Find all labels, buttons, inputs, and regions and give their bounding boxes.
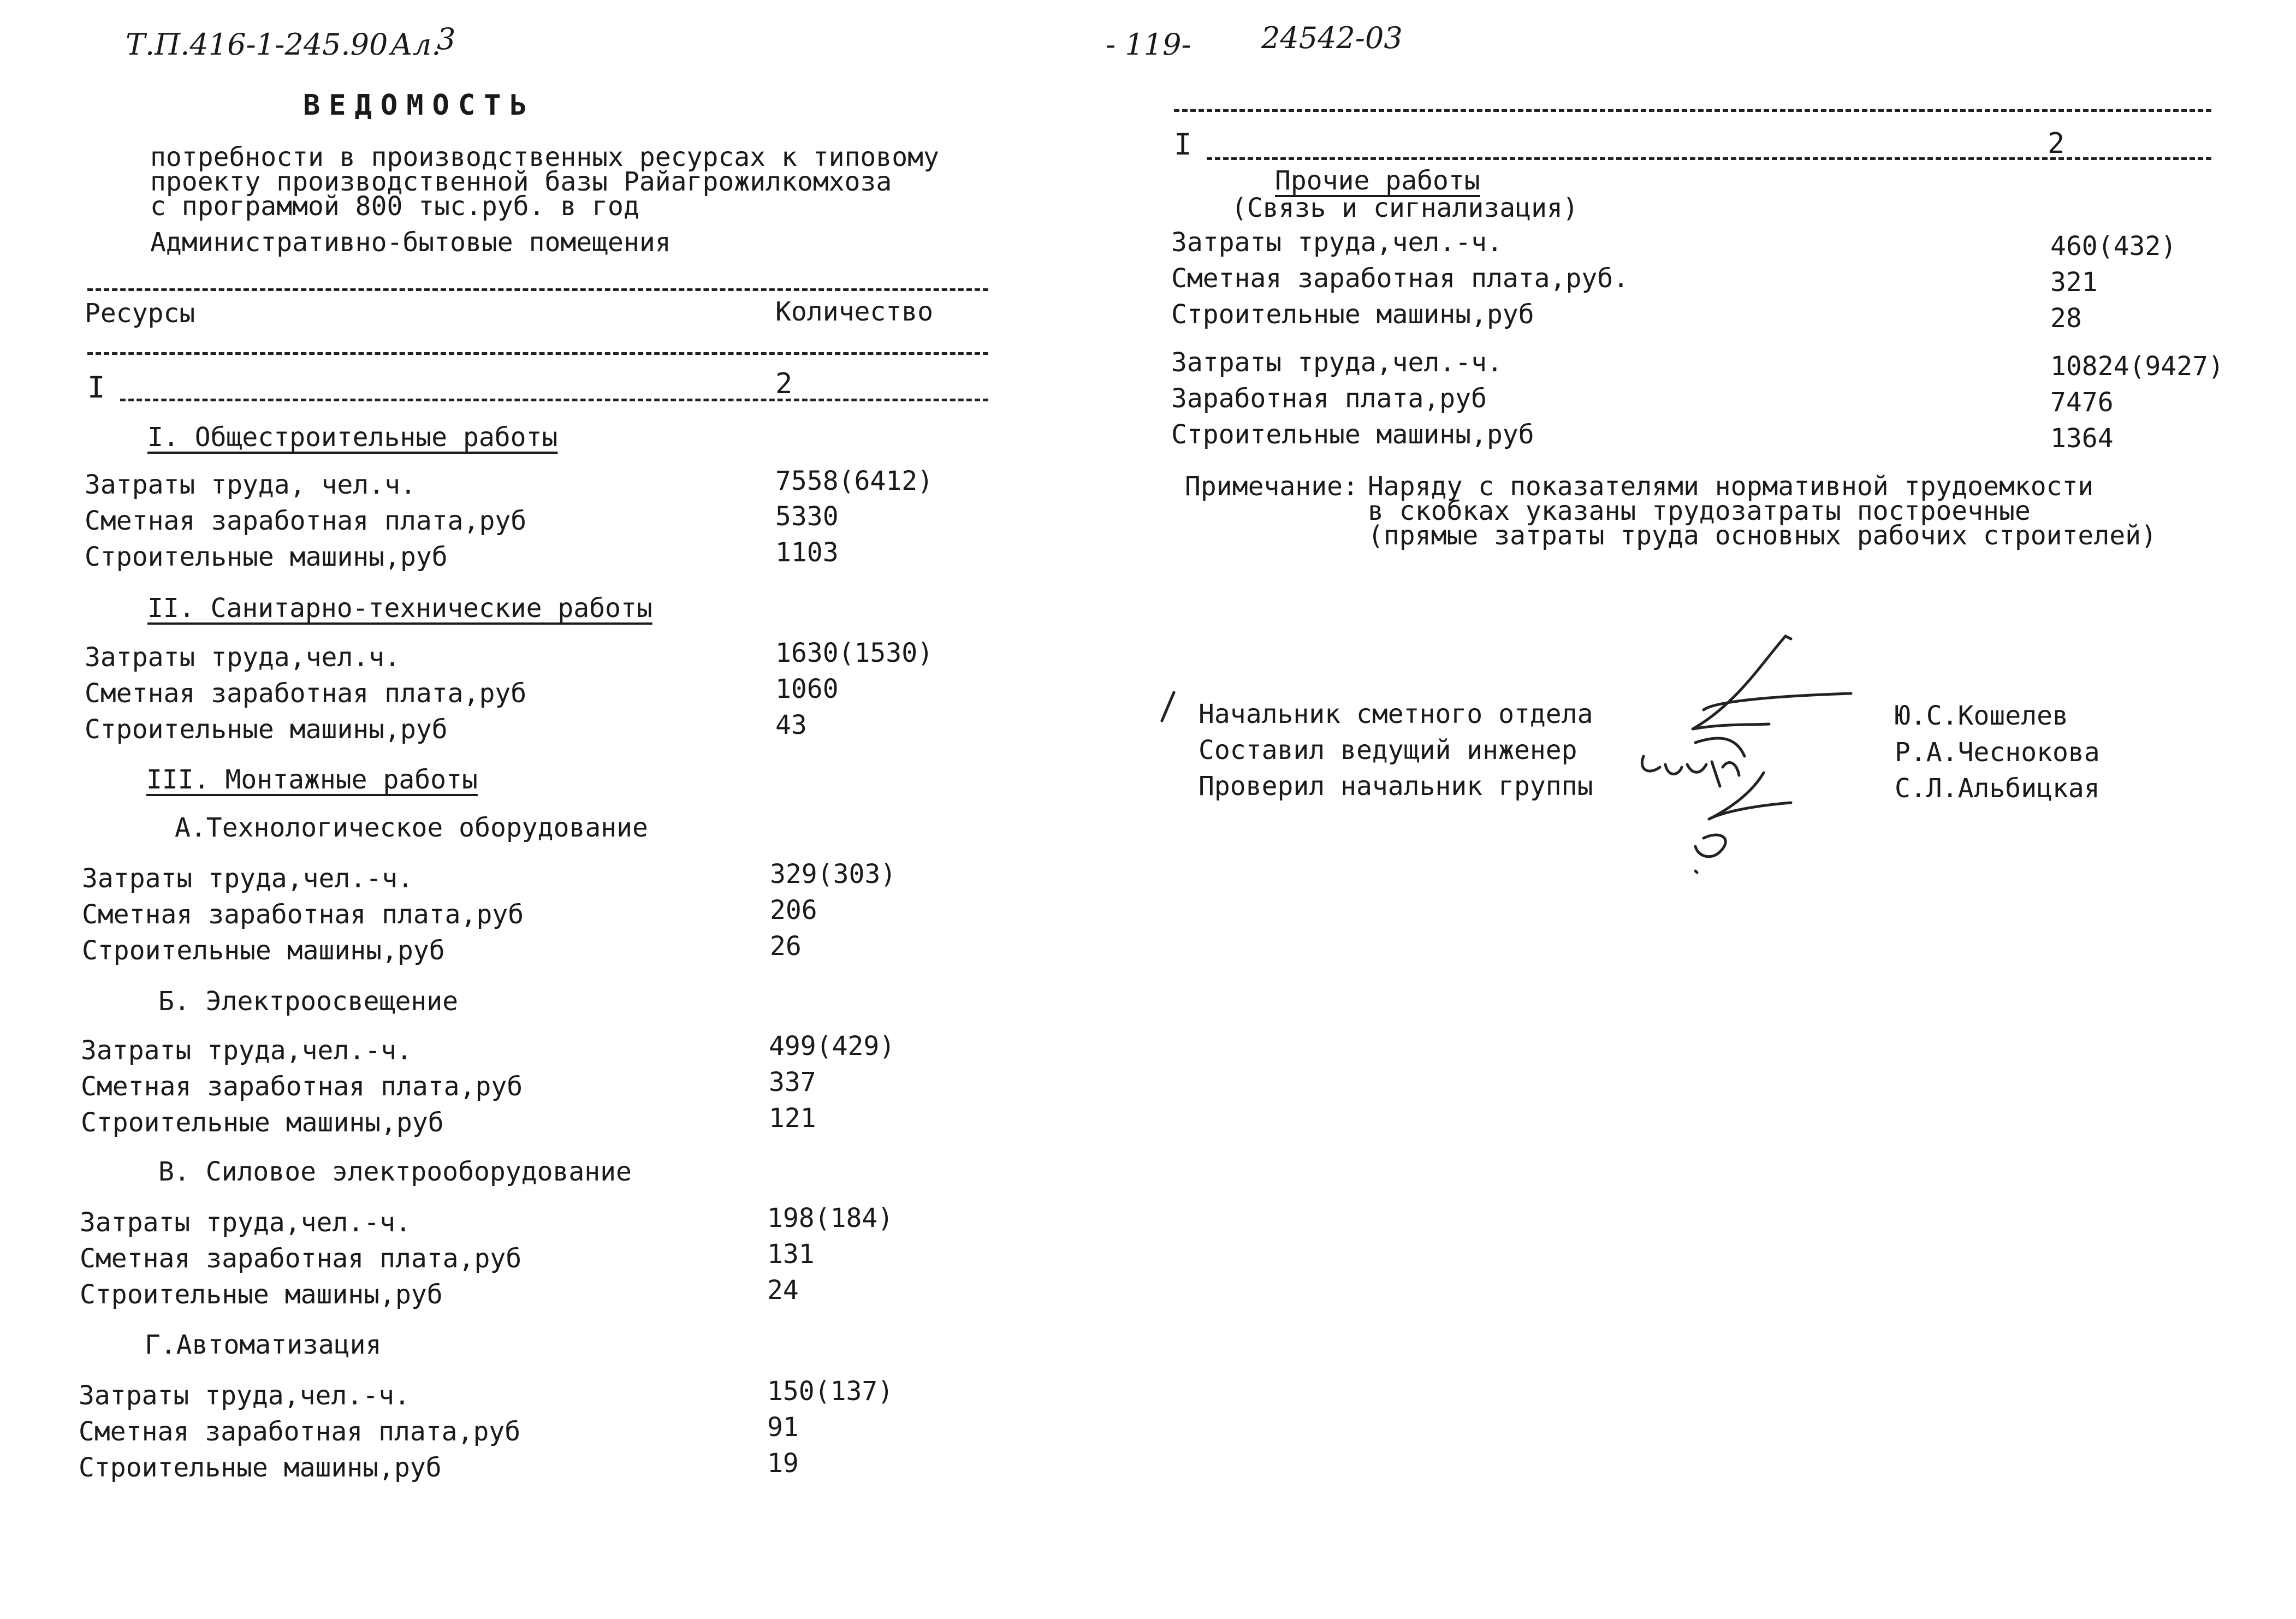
row-value: 198(184)	[767, 1203, 894, 1233]
total-value: 1364	[2050, 423, 2114, 454]
document-title: ВЕДОМОСТЬ	[303, 89, 536, 122]
row-label: Сметная заработная плата,руб	[81, 1071, 523, 1102]
signatory-name: Ю.С.Кошелев	[1895, 701, 2068, 731]
signatory-name: Р.А.Чеснокова	[1895, 737, 2100, 768]
section-title: I. Общестроительные работы	[147, 422, 558, 453]
check-mark-icon	[1158, 688, 1179, 726]
row-label: Строительные машины,руб	[80, 1279, 443, 1310]
divider	[1207, 157, 2211, 160]
subtitle-line-1: потребности в производственных ресурсах к типовому	[150, 142, 939, 173]
archive-number: 24542-03	[1261, 21, 1403, 55]
note-line-3: (прямые затраты труда основных рабочих строителей)	[1368, 520, 2157, 551]
row-value: 26	[770, 931, 802, 962]
divider	[87, 288, 988, 291]
subsection-title: Б. Электроосвещение	[158, 986, 459, 1017]
column-header-resources: Ресурсы	[85, 298, 195, 329]
sheet-label: Ал.	[390, 27, 441, 62]
subsection-title: А.Технологическое оборудование	[175, 813, 648, 843]
row-label: Сметная заработная плата,руб	[80, 1243, 522, 1274]
divider	[1174, 109, 2211, 112]
row-value: 206	[770, 895, 817, 926]
subtitle-line-2: проекту производственной базы Райагрожилкомхоза	[150, 167, 892, 197]
note-label: Примечание:	[1185, 471, 1358, 502]
section-title: Прочие работы	[1275, 165, 1480, 196]
row-value: 24	[767, 1275, 799, 1306]
row-value: 321	[2050, 267, 2098, 298]
total-label: Заработная плата,руб	[1171, 383, 1487, 414]
row-label: Сметная заработная плата,руб	[85, 678, 527, 709]
column-number-1: I	[87, 370, 105, 405]
page-number: - 119-	[1106, 27, 1191, 62]
column-number-2: 2	[2048, 127, 2065, 160]
total-value: 7476	[2050, 387, 2114, 418]
note-line-2: в скобках указаны трудозатраты построечные	[1368, 496, 2031, 526]
row-value: 43	[775, 710, 807, 740]
row-value: 329(303)	[770, 859, 897, 889]
column-header-quantity: Количество	[775, 296, 933, 327]
row-value: 150(137)	[767, 1376, 894, 1407]
column-number-2: 2	[775, 367, 793, 400]
row-value: 28	[2050, 303, 2082, 334]
signatory-role: Начальник сметного отдела	[1199, 699, 1593, 730]
sheet-number: 3	[437, 22, 456, 56]
column-number-1: I	[1174, 127, 1192, 162]
row-label: Сметная заработная плата,руб	[85, 506, 527, 536]
row-label: Строительные машины,руб	[82, 935, 445, 966]
row-value: 19	[767, 1448, 799, 1479]
row-label: Затраты труда,чел.-ч.	[81, 1035, 412, 1066]
row-label: Затраты труда,чел.ч.	[85, 642, 400, 673]
row-label: Сметная заработная плата,руб	[82, 899, 524, 930]
row-label: Сметная заработная плата,руб.	[1171, 263, 1629, 294]
row-value: 121	[769, 1103, 816, 1134]
section-subtitle: (Связь и сигнализация)	[1231, 193, 1579, 223]
row-label: Затраты труда,чел.-ч.	[1171, 227, 1503, 258]
row-value: 1103	[775, 537, 839, 568]
row-value: 7558(6412)	[775, 466, 933, 496]
subsection-title: В. Силовое электрооборудование	[158, 1157, 632, 1187]
total-label: Строительные машины,руб	[1171, 419, 1534, 450]
row-label: Затраты труда,чел.-ч.	[80, 1207, 411, 1238]
signatory-name: С.Л.Альбицкая	[1895, 773, 2100, 804]
row-value: 131	[767, 1239, 815, 1270]
row-label: Затраты труда,чел.-ч.	[82, 863, 413, 894]
signatory-role: Проверил начальник группы	[1199, 771, 1593, 802]
row-label: Строительные машины,руб	[1171, 299, 1534, 330]
row-label: Строительные машины,руб	[79, 1452, 442, 1483]
subtitle-line-3: с программой 800 тыс.руб. в год	[150, 191, 639, 222]
total-value: 10824(9427)	[2050, 351, 2224, 382]
divider	[87, 352, 988, 355]
divider	[120, 399, 988, 401]
row-label: Строительные машины,руб	[85, 714, 448, 745]
doc-code: Т.П.416-1-245.90	[126, 27, 388, 62]
section-title: II. Санитарно-технические работы	[147, 593, 652, 624]
row-value: 1630(1530)	[775, 638, 933, 668]
row-value: 1060	[775, 674, 839, 704]
note-line-1: Наряду с показателями нормативной трудоемкости	[1368, 471, 2094, 502]
row-value: 499(429)	[769, 1031, 895, 1061]
row-label: Затраты труда, чел.ч.	[85, 470, 416, 500]
row-value: 460(432)	[2050, 231, 2177, 262]
row-value: 5330	[775, 501, 839, 532]
row-label: Сметная заработная плата,руб	[79, 1416, 521, 1447]
subsection-title: Г.Автоматизация	[145, 1330, 382, 1360]
total-label: Затраты труда,чел.-ч.	[1171, 347, 1503, 378]
row-label: Затраты труда,чел.-ч.	[79, 1380, 410, 1411]
signatory-role: Составил ведущий инженер	[1199, 735, 1577, 766]
object-name: Административно-бытовые помещения	[150, 227, 671, 258]
row-value: 337	[769, 1067, 816, 1098]
row-label: Строительные машины,руб	[81, 1107, 444, 1138]
row-label: Строительные машины,руб	[85, 542, 448, 572]
row-value: 91	[767, 1412, 799, 1443]
section-title: III. Монтажные работы	[146, 764, 478, 795]
handwritten-signatures	[1627, 628, 1856, 879]
